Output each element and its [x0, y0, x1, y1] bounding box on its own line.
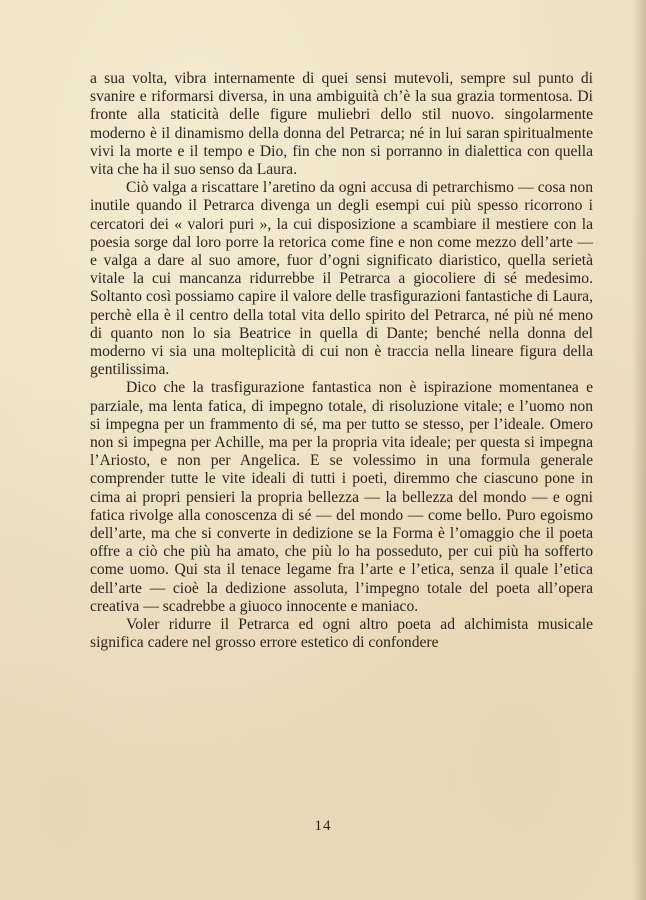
body-text: [90, 70, 593, 653]
page-number: 14: [314, 818, 332, 834]
paragraph-3: Dico che la trasfigurazione fantastica non è ispirazione momentanea e parziale, ma lenta fatica, di impegno totale, di risoluzione vitale; e l’uomo non si impegna per un frammento di sé, ma per tutto se stesso, per l’ideale. Omero non si impegna per Achille, ma per la propria vita ideale; per questa si impegna l’Ariosto, e non per Angelica. E se volessimo in una formula generale comprender tutte le vite ideali di tutti i poeti, diremmo che ciascuno pone in cima ai propri pensieri la propria bellezza — la bellezza del mondo — e ogni fatica rivolge alla conoscenza di sé — del mondo — come bello. Puro egoismo dell’arte, ma che si converte in dedizione se la Forma è l’omaggio che il poeta offre a ciò che più ha amato, che più lo ha posseduto, per cui più ha sofferto come uomo. Qui sta il tenace legame fra l’arte e l’etica, senza il quale l’etica dell’arte — cioè la dedizione assoluta, l’impegno totale del poeta all’opera creativa — scadrebbe a giuoco innocente e maniaco.: [90, 379, 593, 615]
paragraph-1: a sua volta, vibra internamente di quei sensi mutevoli, sempre sul punto di svanire e riformarsi diversa, in una ambiguità ch’è la sua grazia tormentosa. Di fronte alla staticità delle figure muliebri dello stil nuovo. singolarmente moderno è il dinamismo della donna del Petrarca; né in lui saran spiritualmente vivi la morte e il tempo e Dio, fin che non si porranno in dialettica con quella vita che ha il suo senso da Laura.: [90, 70, 593, 179]
paragraph-2: Ciò valga a riscattare l’aretino da ogni accusa di petrarchismo — cosa non inutile quando il Petrarca divenga un degli esempi cui più spesso ricorrono i cercatori dei « valori puri », la cui disposizione a scambiare il mestiere con la poesia sorge dal loro porre la retorica come fine e non come mezzo dell’arte — e valga a dare al suo amore, fuor d’ogni significato diaristico, quella serietà vitale la cui mancanza ridurrebbe il Petrarca a giocoliere di sé medesimo. Soltanto così possiamo capire il valore delle trasfigurazioni fantastiche di Laura, perchè ella è il centro della total vita dello spirito del Petrarca, né più né meno di quanto non lo sia Beatrice in quella di Dante; benché nella donna del moderno vi sia una molteplicità di cui non è traccia nella lineare figura della gentilissima.: [90, 179, 593, 379]
paragraph-4: Voler ridurre il Petrarca ed ogni altro poeta ad alchimista musicale significa cadere nel grosso errore estetico di confondere: [90, 616, 593, 652]
page-edge-shadow: [632, 0, 646, 900]
